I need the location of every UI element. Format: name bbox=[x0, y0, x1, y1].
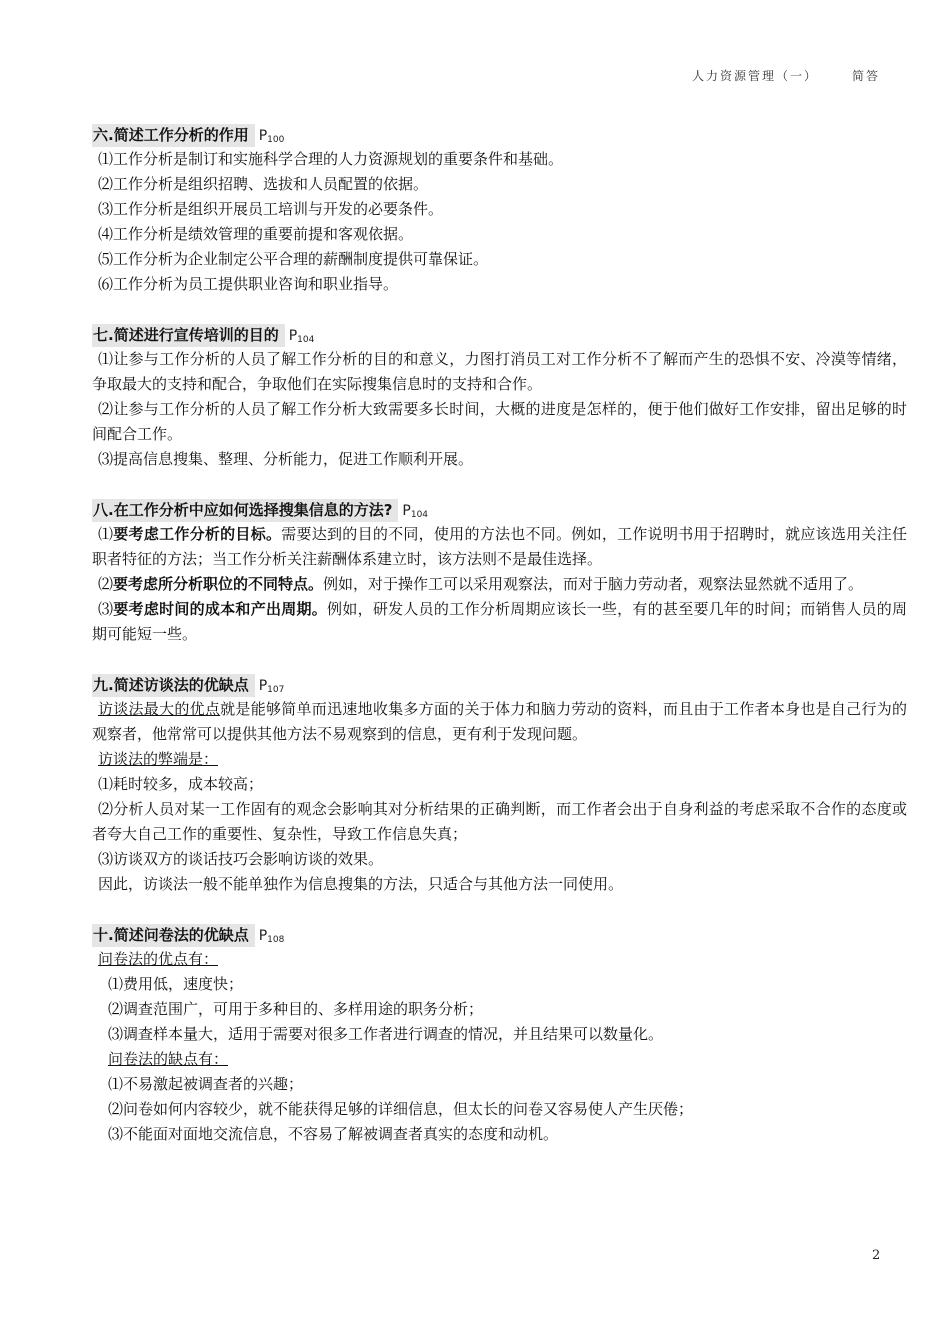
page-header bbox=[692, 67, 880, 84]
section-questionnaire-method bbox=[92, 922, 907, 1147]
list-item: ⑵要考虑所分析职位的不同特点。例如，对于操作工可以采用观察法，而对于脑力劳动者，观察法显然就不适用了。 bbox=[98, 575, 864, 593]
section-heading bbox=[92, 922, 907, 947]
list-item: ⑵工作分析是组织招聘、选拔和人员配置的依据。 bbox=[98, 175, 429, 193]
section-title: 十.简述问卷法的优缺点 bbox=[92, 924, 255, 947]
section-work-analysis-role bbox=[92, 122, 907, 297]
section-heading bbox=[92, 497, 907, 522]
section-title: 六.简述工作分析的作用 bbox=[92, 124, 255, 147]
key-point: 要考虑所分析职位的不同特点。 bbox=[113, 575, 324, 593]
list-item: ⑵调查范围广，可用于多种目的、多样用途的职务分析； bbox=[108, 1000, 484, 1018]
document-body bbox=[92, 122, 907, 1172]
conclusion: 因此，访谈法一般不能单独作为信息搜集的方法，只适合与其他方法一同使用。 bbox=[98, 875, 624, 893]
disadvantage-heading: 问卷法的缺点有： bbox=[108, 1050, 229, 1068]
list-item: ⑴耗时较多，成本较高； bbox=[98, 775, 264, 793]
list-item: ⑶提高信息搜集、整理、分析能力，促进工作顺利开展。 bbox=[98, 450, 474, 468]
list-item: ⑴要考虑工作分析的目标。需要达到的目的不同，使用的方法也不同。例如，工作说明书用于招聘时，就应该选用关注任职者特征的方法；当工作分析关注薪酬体系建立时，该方法则不是最佳选择。 bbox=[92, 525, 907, 568]
advantage-label: 访谈法最大的优点 bbox=[98, 700, 221, 718]
list-item: ⑵问卷如何内容较少，就不能获得足够的详细信息，但太长的问卷又容易使人产生厌倦； bbox=[108, 1100, 694, 1118]
section-title: 七.简述进行宣传培训的目的 bbox=[92, 324, 285, 347]
list-item: ⑴工作分析是制订和实施科学合理的人力资源规划的重要条件和基础。 bbox=[98, 150, 564, 168]
advantage-heading: 问卷法的优点有： bbox=[98, 950, 219, 968]
list-item: ⑵分析人员对某一工作固有的观念会影响其对分析结果的正确判断，而工作者会出于自身利益的考虑采取不合作的态度或者夸大自己工作的重要性、复杂性，导致工作信息失真； bbox=[92, 800, 907, 843]
header-category: 简答 bbox=[851, 69, 880, 83]
key-point: 要考虑时间的成本和产出周期。 bbox=[113, 600, 328, 618]
section-heading bbox=[92, 322, 907, 347]
page-reference: $P_{104}$ bbox=[402, 503, 429, 520]
list-item: ⑵让参与工作分析的人员了解工作分析大致需要多长时间，大概的进度是怎样的，便于他们做好工作安排，留出足够的时间配合工作。 bbox=[92, 400, 907, 443]
header-course: 人力资源管理（一） bbox=[691, 69, 818, 83]
list-item: ⑸工作分析为企业制定公平合理的薪酬制度提供可靠保证。 bbox=[98, 250, 489, 268]
list-item: ⑶要考虑时间的成本和产出周期。例如，研发人员的工作分析周期应该长一些，有的甚至要几年的时间；而销售人员的周期可能短一些。 bbox=[92, 600, 907, 643]
list-item: ⑴不易激起被调查者的兴趣； bbox=[108, 1075, 304, 1093]
page-reference: $P_{107}$ bbox=[258, 678, 285, 695]
list-item: ⑴让参与工作分析的人员了解工作分析的目的和意义，力图打消员工对工作分析不了解而产生的恐惧不安、冷漠等情绪，争取最大的支持和配合，争取他们在实际搜集信息时的支持和合作。 bbox=[92, 350, 907, 393]
page-reference: $P_{100}$ bbox=[258, 128, 285, 145]
section-heading bbox=[92, 672, 907, 697]
advantage-paragraph: 访谈法最大的优点就是能够简单而迅速地收集多方面的关于体力和脑力劳动的资料，而且由于工作者本身也是自己行为的观察者，他常常可以提供其他方法不易观察到的信息，更有利于发现问题。 bbox=[92, 700, 907, 743]
list-item: ⑴费用低，速度快； bbox=[108, 975, 244, 993]
list-item: ⑶不能面对面地交流信息，不容易了解被调查者真实的态度和动机。 bbox=[108, 1125, 559, 1143]
section-training-purpose bbox=[92, 322, 907, 472]
section-method-selection bbox=[92, 497, 907, 647]
disadvantage-heading: 访谈法的弊端是： bbox=[98, 750, 219, 768]
section-interview-method bbox=[92, 672, 907, 897]
section-title: 九.简述访谈法的优缺点 bbox=[92, 674, 255, 697]
list-item: ⑶访谈双方的谈话技巧会影响访谈的效果。 bbox=[98, 850, 384, 868]
list-item: ⑹工作分析为员工提供职业咨询和职业指导。 bbox=[98, 275, 399, 293]
list-item: ⑶工作分析是组织开展员工培训与开发的必要条件。 bbox=[98, 200, 444, 218]
page-reference: $P_{104}$ bbox=[288, 328, 315, 345]
section-title: 八.在工作分析中应如何选择搜集信息的方法? bbox=[92, 499, 398, 522]
page-reference: $P_{108}$ bbox=[258, 928, 285, 945]
list-item: ⑶调查样本量大，适用于需要对很多工作者进行调查的情况，并且结果可以数量化。 bbox=[108, 1025, 664, 1043]
section-heading bbox=[92, 122, 907, 147]
page-number: 2 bbox=[872, 1248, 881, 1263]
list-item: ⑷工作分析是绩效管理的重要前提和客观依据。 bbox=[98, 225, 414, 243]
key-point: 要考虑工作分析的目标。 bbox=[113, 525, 282, 543]
